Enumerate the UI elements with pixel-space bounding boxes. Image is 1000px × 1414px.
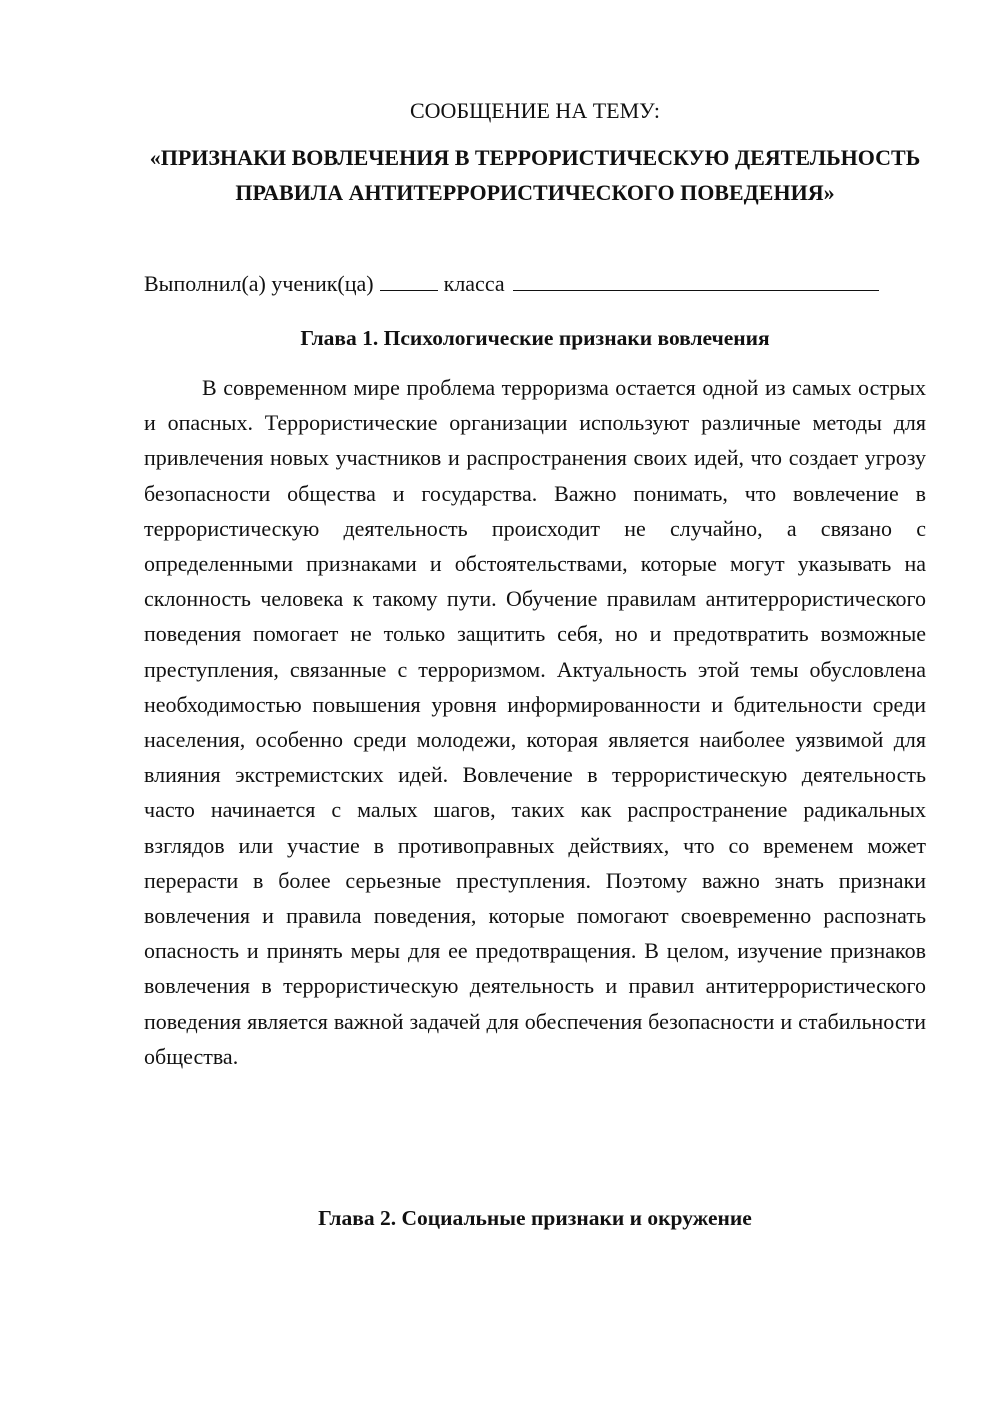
- chapter-2-heading: Глава 2. Социальные признаки и окружение: [318, 1206, 752, 1230]
- name-blank: [513, 266, 879, 291]
- document-title: «ПРИЗНАКИ ВОВЛЕЧЕНИЯ В ТЕРРОРИСТИЧЕСКУЮ ДЕЯТЕЛЬНОСТЬ ПРАВИЛА АНТИТЕРРОРИСТИЧЕСКОГО ПОВЕДЕНИЯ»: [149, 145, 921, 205]
- author-label: Выполнил(а) ученик(ца): [144, 271, 374, 296]
- chapter-1-paragraph: В современном мире проблема терроризма остается одной из самых острых и опасных. Террористические организации используют различные методы для привлечения новых участников и распространения своих идей, что создает угрозу безопасности общества и государства. Важно понимать, что вовлечение в террористическую деятельность происходит не случайно, а связано с определенными признаками и обстоятельствами, которые могут указывать на склонность человека к такому пути. Обучение правилам антитеррористического поведения помогает не только защитить себя, но и предотвратить возможные преступления, связанные с терроризмом. Актуальность этой темы обусловлена необходимостью повышения уровня информированности и бдительности среди населения, особенно среди молодежи, которая является наиболее уязвимой для влияния экстремистских идей. Вовлечение в террористическую деятельность часто начинается с малых шагов, таких как распространение радикальных взглядов или участие в противоправных действиях, что со временем может перерасти в более серьезные преступления. Поэтому важно знать признаки вовлечения и правила поведения, которые помогают своевременно распознать опасность и принять меры для ее предотвращения. В целом, изучение признаков вовлечения в террористическую деятельность и правил антитеррористического поведения является важной задачей для обеспечения безопасности и стабильности общества.: [144, 375, 926, 1069]
- author-line: [144, 266, 934, 301]
- document-subject: СООБЩЕНИЕ НА ТЕМУ:: [410, 98, 660, 123]
- class-blank: [380, 266, 438, 291]
- class-label: класса: [443, 271, 505, 296]
- chapter-1-heading: Глава 1. Психологические признаки вовлечения: [300, 326, 770, 350]
